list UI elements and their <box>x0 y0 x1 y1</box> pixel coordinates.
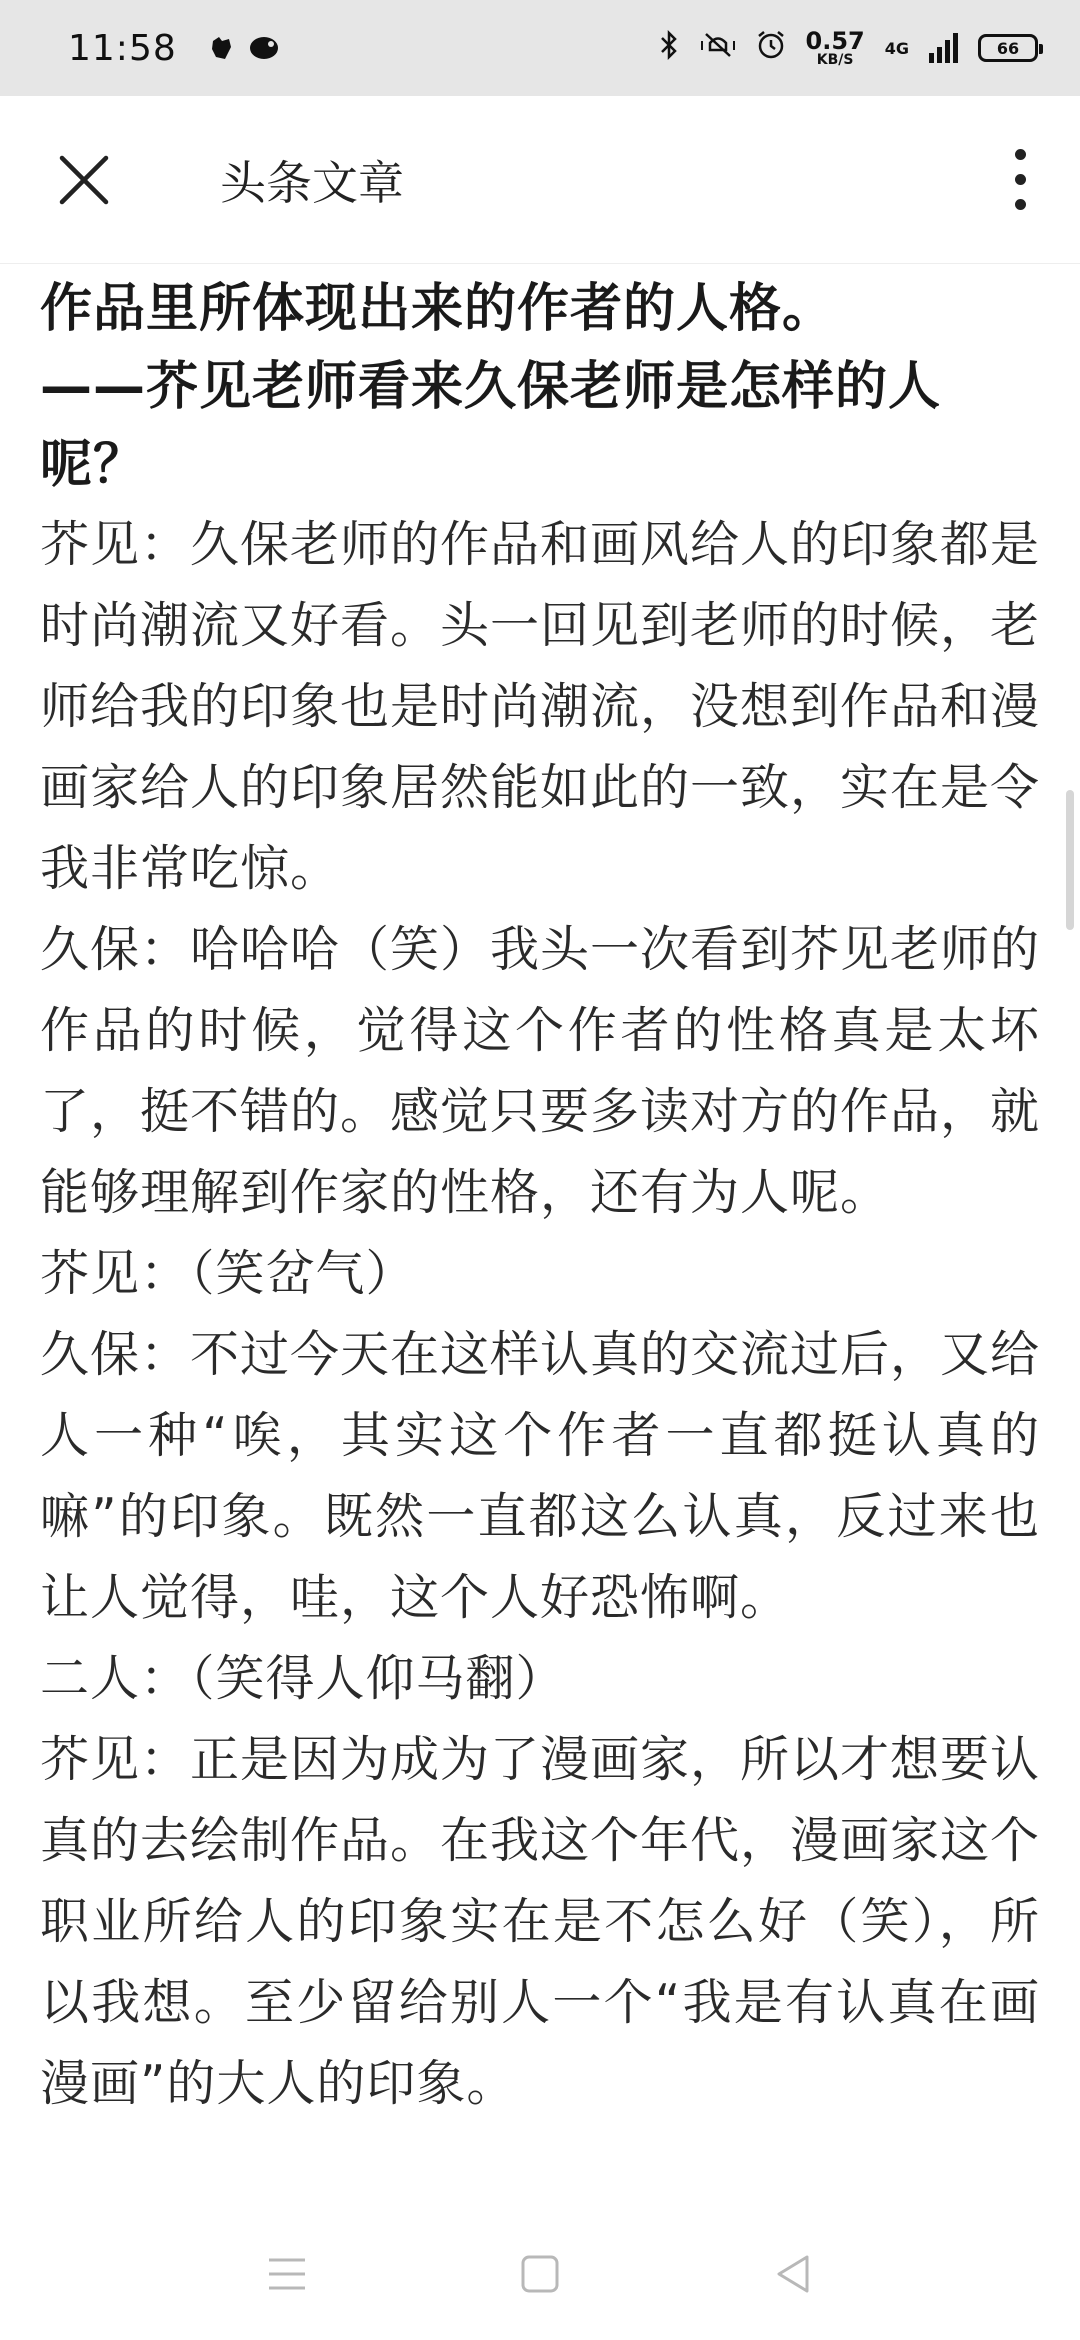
signal-icon <box>929 33 958 63</box>
app-notification-icon <box>207 33 237 63</box>
network-speed-unit: KB/S <box>816 52 854 68</box>
network-speed-value: 0.57 <box>805 27 865 55</box>
status-time: 11:58 <box>68 27 177 69</box>
network-type: 4G <box>884 38 909 58</box>
nav-back-button[interactable] <box>753 2234 833 2314</box>
page-title: 头条文章 <box>220 155 404 210</box>
article-paragraph: 芥见：久保老师的作品和画风给人的印象都是时尚潮流又好看。头一回见到老师的时候，老师给我的印象也是时尚潮流，没想到作品和漫画家给人的印象居然能如此的一致，实在是令我非常吃惊。 <box>40 516 1041 897</box>
article-heading-line-2: ——芥见老师看来久保老师是怎样的人呢？ <box>40 357 942 495</box>
mute-vibrate-icon <box>700 30 736 66</box>
article-paragraph: 久保：哈哈哈（笑）我头一次看到芥见老师的作品的时候，觉得这个作者的性格真是太坏了，挺不错的。感觉只要多读对方的作品，就能够理解到作家的性格，还有为人呢。 <box>40 921 1041 1221</box>
nav-menu-button[interactable] <box>247 2234 327 2314</box>
more-vertical-icon <box>1015 149 1026 160</box>
article-heading-line-1: 作品里所体现出来的作者的人格。 <box>40 279 836 339</box>
more-options-button[interactable] <box>990 120 1050 240</box>
alarm-icon <box>756 30 786 66</box>
status-indicators <box>658 29 1038 67</box>
battery-icon <box>978 34 1038 62</box>
app-notification-icon-2 <box>247 33 277 63</box>
article-paragraph: 久保：不过今天在这样认真的交流过后，又给人一种“唉，其实这个作者一直都挺认真的嘛”的印象。既然一直都这么认真，反过来也让人觉得，哇，这个人好恐怖啊。 <box>40 1326 1041 1626</box>
app-bar <box>0 96 1080 264</box>
battery-level: 66 <box>996 38 1020 58</box>
article-paragraph: 二人：（笑得人仰马翻） <box>40 1650 566 1707</box>
bluetooth-icon <box>658 29 680 67</box>
back-triangle-icon <box>773 2253 813 2295</box>
status-bar <box>0 0 1080 96</box>
article-paragraph: 芥见：（笑岔气） <box>40 1245 416 1302</box>
close-button[interactable] <box>24 120 144 240</box>
article-content[interactable] <box>0 264 1080 2208</box>
network-speed <box>806 29 865 67</box>
article-paragraph: 芥见：正是因为成为了漫画家，所以才想要认真的去绘制作品。在我这个年代，漫画家这个职业所给人的印象实在是不怎么好（笑），所以我想。至少留给别人一个“我是有认真在画漫画”的大人的印象。 <box>40 1731 1041 2112</box>
notification-icons <box>207 33 277 63</box>
system-nav-bar <box>0 2208 1080 2340</box>
close-icon <box>58 154 110 206</box>
home-square-icon <box>520 2254 560 2294</box>
nav-home-button[interactable] <box>500 2234 580 2314</box>
menu-icon <box>267 2256 307 2292</box>
scrollbar-thumb[interactable] <box>1066 790 1074 930</box>
